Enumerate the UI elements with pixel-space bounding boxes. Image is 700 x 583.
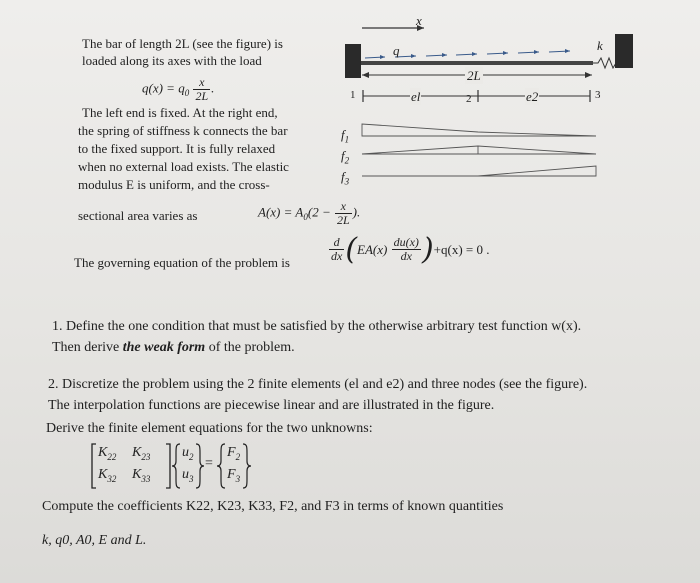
node-2-label: 2 [466, 93, 472, 105]
node-3-label: 3 [595, 89, 601, 101]
gov-d-den: dx [331, 249, 343, 263]
length-arrow-right [585, 72, 592, 78]
gov-tail: +q(x) = 0 . [433, 242, 490, 257]
question-1-line-2 [52, 338, 295, 358]
q-label: q [393, 43, 400, 58]
load-lhs: q(x) = q [142, 80, 185, 96]
k33: $K_{33}$ [132, 467, 151, 484]
gov-close-paren: ) [421, 232, 434, 267]
equals-sign: = [205, 456, 213, 471]
left-line-4: when no external load exists. The elastic [78, 159, 289, 174]
load-num: x [193, 76, 210, 90]
f2-vector: $F_2$ [227, 445, 241, 462]
k32: $K_{32}$ [98, 467, 117, 484]
governing-text: The governing equation of the problem is [74, 255, 290, 270]
f2-letter: f [341, 148, 345, 163]
left-line-2: the spring of stiffness k connects the bar [78, 123, 288, 138]
f3-vector: $F_3$ [227, 467, 241, 484]
length-arrow-left [362, 72, 369, 78]
f3-label [341, 168, 349, 191]
intro-line-2: loaded along its axes with the load [82, 53, 262, 68]
k22: $K_{22}$ [98, 445, 117, 462]
gov-du-num: du(x) [393, 235, 419, 249]
area-lhs: A(x) = A [258, 204, 304, 220]
left-line-1: The left end is fixed. At the right end, [82, 105, 278, 120]
question-2-line-5: k, q0, A0, E and L. [42, 533, 147, 548]
length-label: 2L [467, 68, 481, 83]
load-sub: 0 [184, 88, 190, 99]
intro-line-1: The bar of length 2L (see the figure) is [82, 36, 283, 51]
f2-label [341, 147, 349, 170]
area-sub: 0 [303, 212, 308, 223]
e1-label: el [411, 89, 421, 104]
left-line-3: to the fixed support. It is fully relaxed [78, 141, 276, 156]
area-text: sectional area varies as [78, 208, 198, 223]
area-mid: (2 − [307, 204, 331, 220]
k-label: k [597, 38, 603, 53]
gov-du-den: dx [400, 249, 412, 263]
f3-letter: f [341, 169, 345, 184]
load-formula: $q(x) = q_0$ $\frac{x}{2L}$ . [142, 75, 215, 103]
k23: $K_{23}$ [132, 445, 151, 462]
shape-function-f2 [362, 146, 596, 154]
f1-label [341, 126, 349, 149]
left-fixed-support [345, 44, 361, 78]
question-2-line-4: Compute the coefficients K22, K23, K33, F2, and F3 in terms of known quantities [42, 499, 504, 514]
u2: $u_2$ [182, 445, 194, 462]
f3-sub: 3 [344, 176, 350, 187]
gov-open-paren: ( [345, 232, 358, 267]
shape-function-f3 [362, 166, 596, 176]
left-line-5: modulus E is uniform, and the cross- [78, 177, 270, 192]
area-num: x [335, 200, 352, 214]
shape-function-f1 [362, 124, 596, 136]
f2-sub: 2 [344, 155, 350, 166]
question-1-line-1: 1. Define the one condition that must be satisfied by the otherwise arbitrary test function w(x). [52, 319, 582, 334]
question-2-line-2: The interpolation functions are piecewise linear and are illustrated in the figure. [48, 398, 495, 413]
question-2-line-1: 2. Discretize the problem using the 2 finite elements (el and e2) and three nodes (see the figure). [48, 377, 588, 392]
u3: $u_3$ [182, 467, 194, 484]
e2-label: e2 [526, 89, 539, 104]
q1-bold: the weak form [122, 340, 206, 355]
node-1-label: 1 [350, 89, 356, 101]
f1-sub: 1 [344, 134, 350, 145]
distributed-load-arrowheads [380, 49, 570, 59]
f1-letter: f [341, 127, 345, 142]
bar [361, 61, 593, 65]
gov-ea: EA(x) [357, 242, 388, 257]
q1-pre: Then derive [52, 340, 123, 355]
right-fixed-support [615, 34, 633, 68]
x-label: x [416, 13, 422, 28]
matrix-equation [90, 441, 265, 491]
question-2-line-3: Derive the finite element equations for the two unknowns: [46, 421, 373, 436]
gov-d-num: d [329, 236, 344, 250]
load-den: 2L [195, 89, 209, 103]
q1-post: of the problem. [205, 340, 295, 355]
area-end: ). [352, 204, 361, 220]
area-den: 2L [336, 213, 350, 227]
